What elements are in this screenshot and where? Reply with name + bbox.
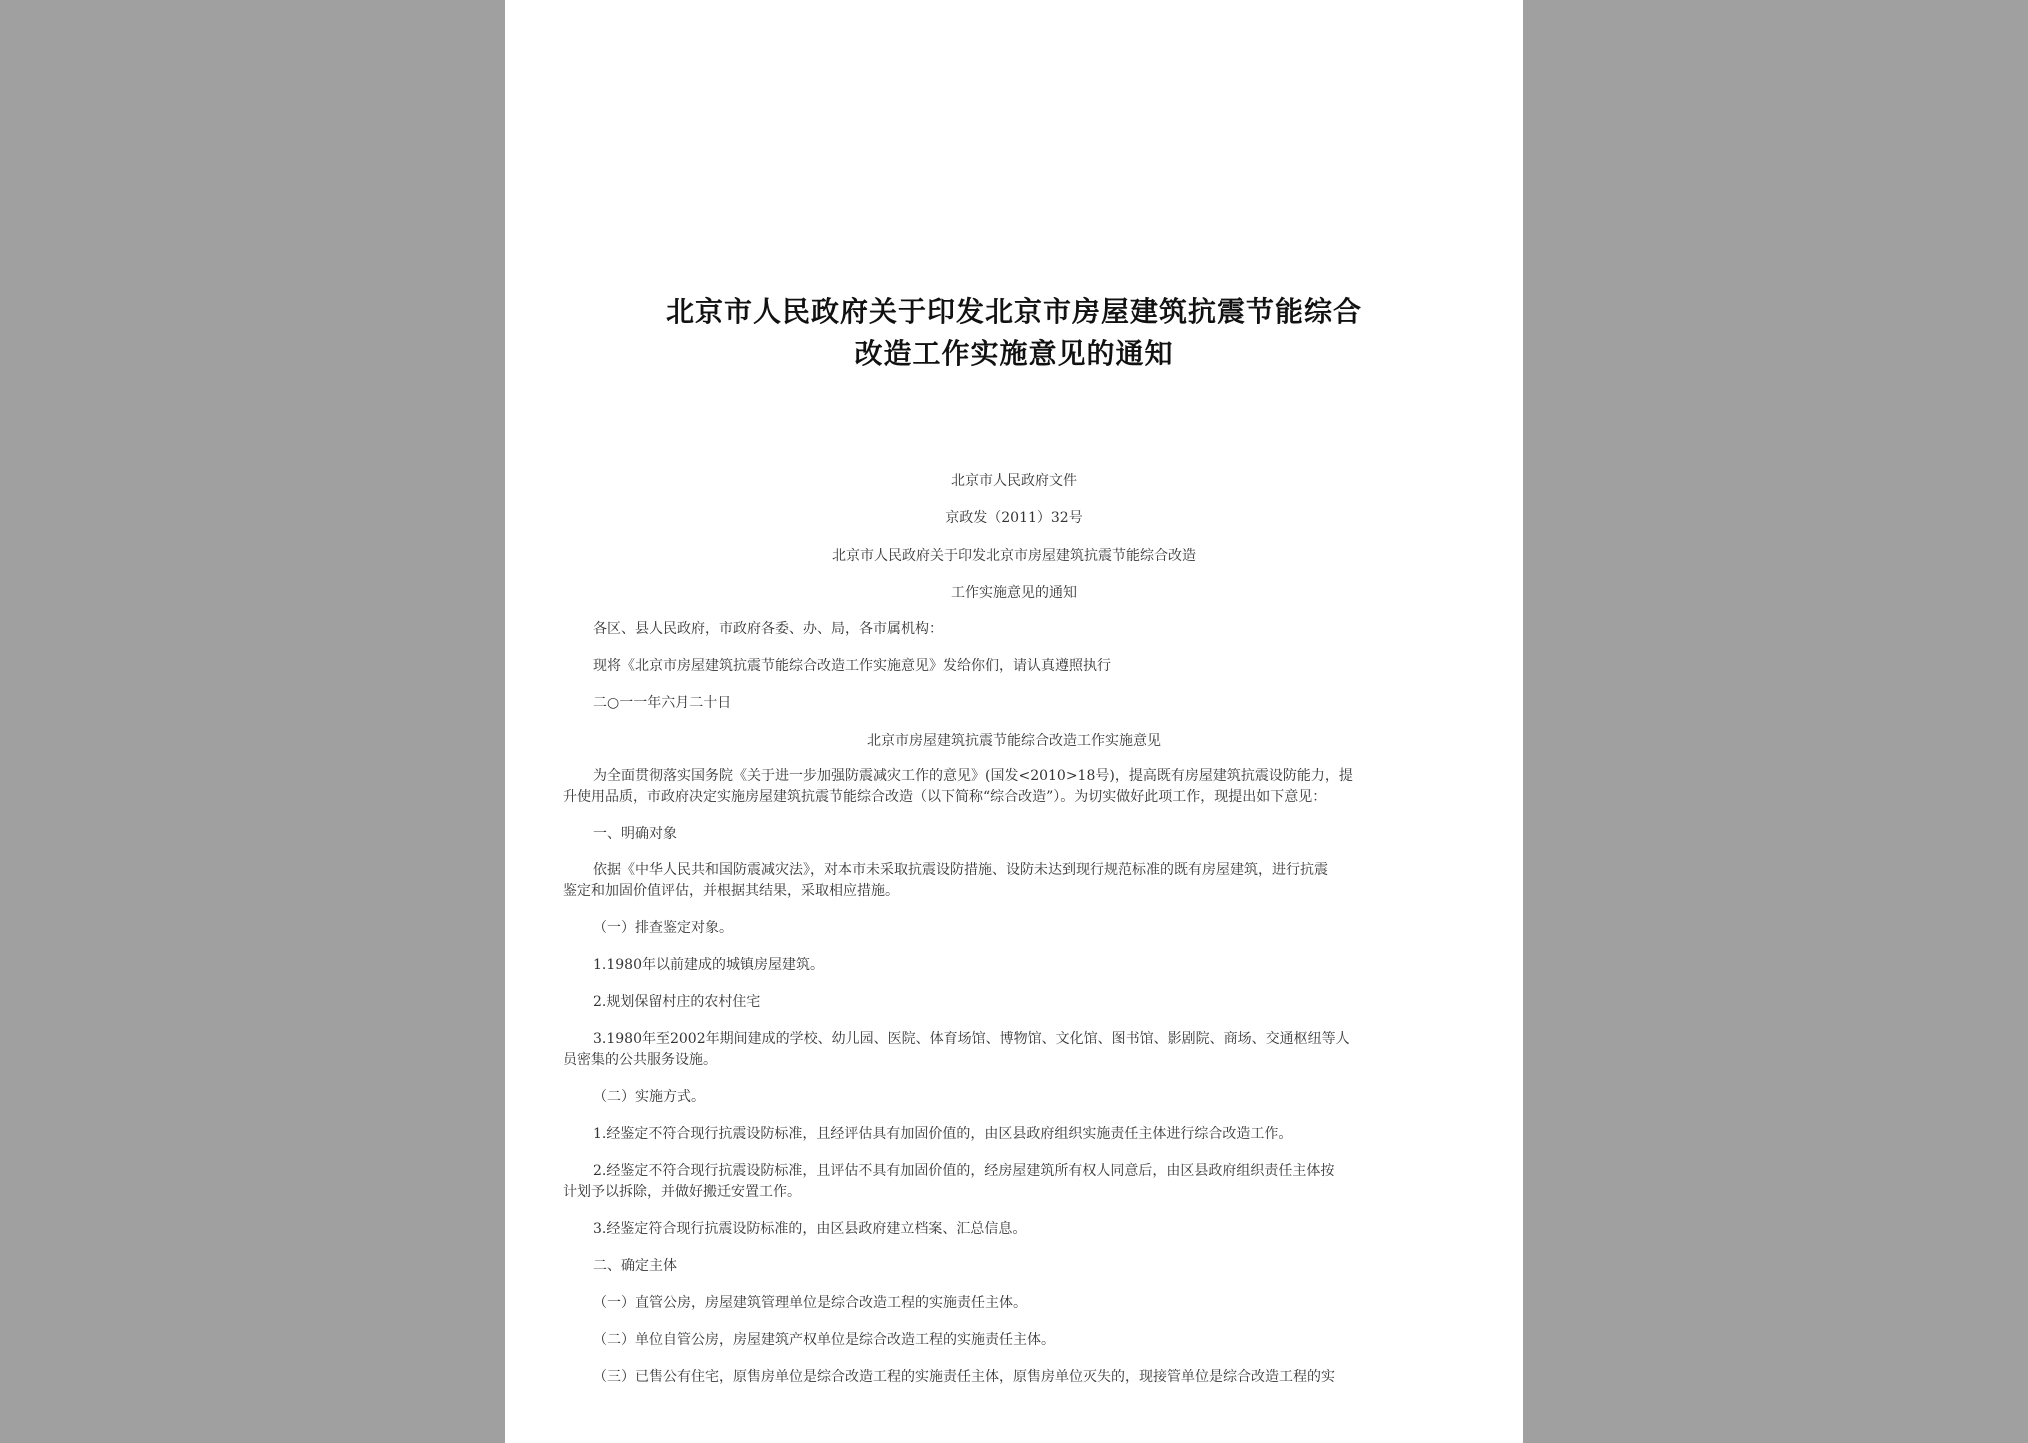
intro-line2: 升使用品质，市政府决定实施房屋建筑抗震节能综合改造（以下简称“综合改造”）。为切实做好此项工作，现提出如下意见：	[563, 789, 1327, 805]
list-item-2-2-line2: 计划予以拆除，并做好搬迁安置工作。	[563, 1184, 801, 1200]
section-heading-2: 二、确定主体	[593, 1258, 677, 1274]
list-item-1-3-line2: 员密集的公共服务设施。	[563, 1052, 717, 1068]
basis-line1: 依据《中华人民共和国防震减灾法》，对本市未采取抗震设防措施、设防未达到现行规范标准的既有房屋建筑，进行抗震	[593, 862, 1328, 878]
list-item-2-1: 1.经鉴定不符合现行抗震设防标准，且经评估具有加固价值的，由区县政府组织实施责任主体进行综合改造工作。	[593, 1126, 1293, 1142]
section-heading-1: 一、明确对象	[593, 826, 677, 842]
list-item-s2-2: （二）单位自管公房，房屋建筑产权单位是综合改造工程的实施责任主体。	[593, 1332, 1055, 1348]
document-page	[505, 0, 1523, 1443]
opinion-title: 北京市房屋建筑抗震节能综合改造工作实施意见	[867, 733, 1161, 749]
basis-line2: 鉴定和加固价值评估，并根据其结果，采取相应措施。	[563, 883, 899, 899]
list-item-1-2: 2.规划保留村庄的农村住宅	[593, 994, 761, 1010]
list-item-s2-3: （三）已售公有住宅，原售房单位是综合改造工程的实施责任主体，原售房单位灭失的，现接管单位是综合改造工程的实	[593, 1369, 1335, 1385]
addressee-line: 各区、县人民政府，市政府各委、办、局，各市属机构：	[593, 621, 943, 637]
list-item-1-1: 1.1980年以前建成的城镇房屋建筑。	[593, 957, 824, 973]
intro-line1: 为全面贯彻落实国务院《关于进一步加强防震减灾工作的意见》(国发<2010>18号)，提高既有房屋建筑抗震设防能力，提	[593, 768, 1353, 784]
list-item-1-3-line1: 3.1980年至2002年期间建成的学校、幼儿园、医院、体育场馆、博物馆、文化馆、图书馆、影剧院、商场、交通枢纽等人	[593, 1031, 1350, 1047]
list-item-2-2-line1: 2.经鉴定不符合现行抗震设防标准，且评估不具有加固价值的，经房屋建筑所有权人同意后，由区县政府组织责任主体按	[593, 1163, 1335, 1179]
subheading-2: （二）实施方式。	[593, 1089, 705, 1105]
document-title-line2: 改造工作实施意见的通知	[854, 337, 1174, 370]
issuer-line: 北京市人民政府文件	[951, 473, 1077, 489]
subheading-1: （一）排查鉴定对象。	[593, 920, 733, 936]
document-number: 京政发（2011）32号	[945, 510, 1083, 526]
date-line: 二○一一年六月二十日	[593, 695, 732, 711]
notice-title-line1: 北京市人民政府关于印发北京市房屋建筑抗震节能综合改造	[832, 548, 1196, 564]
list-item-2-3: 3.经鉴定符合现行抗震设防标准的，由区县政府建立档案、汇总信息。	[593, 1221, 1027, 1237]
notice-title-line2: 工作实施意见的通知	[951, 585, 1077, 601]
forward-paragraph: 现将《北京市房屋建筑抗震节能综合改造工作实施意见》发给你们，请认真遵照执行	[593, 658, 1111, 674]
document-title-line1: 北京市人民政府关于印发北京市房屋建筑抗震节能综合	[665, 295, 1362, 328]
list-item-s2-1: （一）直管公房，房屋建筑管理单位是综合改造工程的实施责任主体。	[593, 1295, 1027, 1311]
